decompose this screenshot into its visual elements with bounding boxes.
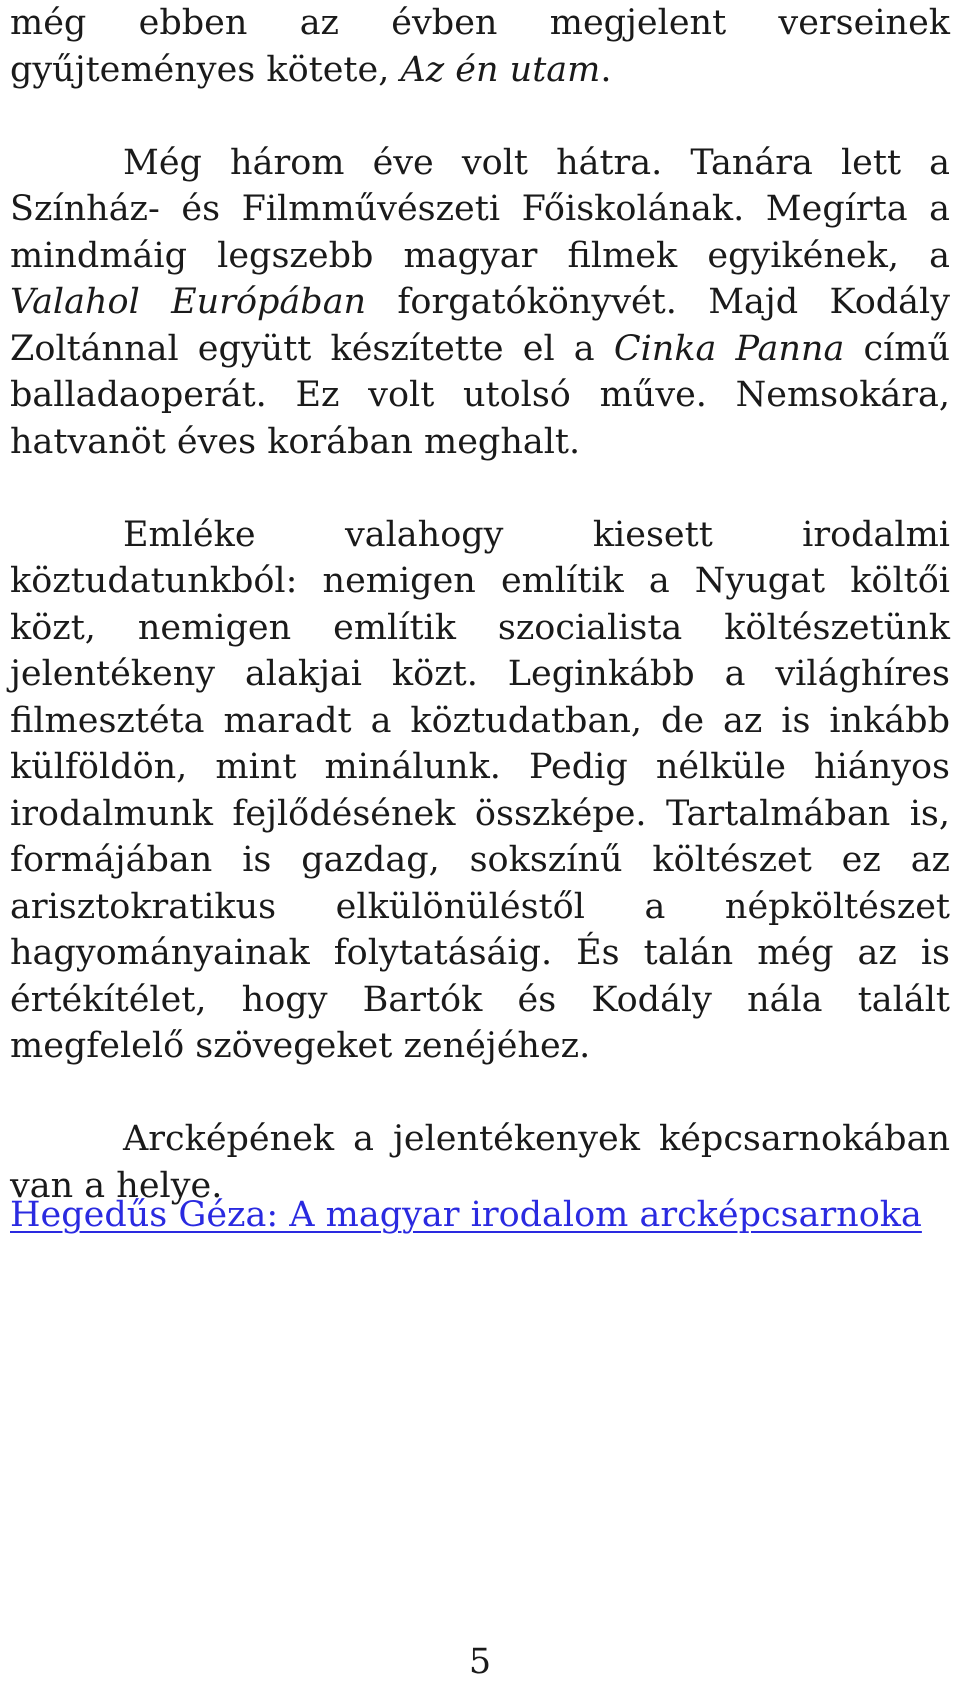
paragraph-1-text-2: . [600, 49, 612, 90]
paragraph-2-text-3: című balladaoperát. Ez volt utolsó műve. Nemsokára, hatvanöt éves korában meghalt. [10, 328, 951, 462]
source-link[interactable]: Hegedűs Géza: A magyar irodalom arcképcsarnoka [10, 1195, 922, 1235]
paragraph-3-text: Emléke valahogy kiesett irodalmi köztudatunkból: nemigen említik a Nyugat költői közt, nemigen említik szocialista költészetünk jelentékeny alakjai közt. Leginkább a világhíres filmesztéta maradt a köztudatban, de az is inkább külföldön, mint minálunk. Pedig nélküle hiányos irodalmunk fejlődésének összképe. Tartalmában is, formájában is gazdag, sokszínű költészet ez az arisztokratikus elkülönüléstől a népköltészet hagyományainak folytatásáig. És talán még az is értékítélet, hogy Bartók és Kodály nála talált megfelelő szövegeket zenéjéhez. [10, 514, 950, 1066]
document-page [10, 0, 950, 1209]
source-link-line [10, 1192, 922, 1238]
paragraph-1 [10, 0, 950, 93]
book-title-az-en-utam: Az én utam [400, 49, 601, 90]
paragraph-2-text-2: forgatókönyvét. Majd Kodály Zoltánnal együtt készítette el a [10, 282, 950, 369]
opera-title-cinka-panna: Cinka Panna [613, 328, 845, 369]
film-title-valahol-europaban: Valahol Európában [10, 282, 367, 322]
paragraph-2-text-1: Még három éve volt hátra. Tanára lett a Színház- és Filmművészeti Főiskolának. Megírta a mindmáig legszebb magyar filmek egyikének, a [10, 142, 950, 276]
paragraph-3 [10, 512, 950, 1070]
paragraph-1-text-1: még ebben az évben megjelent verseinek gyűjteményes kötete, [10, 3, 950, 90]
page-number: 5 [468, 1642, 492, 1682]
paragraph-4-text: Arcképének a jelentékenyek képcsarnokában van a helye. [10, 1119, 950, 1206]
paragraph-2 [10, 140, 950, 466]
